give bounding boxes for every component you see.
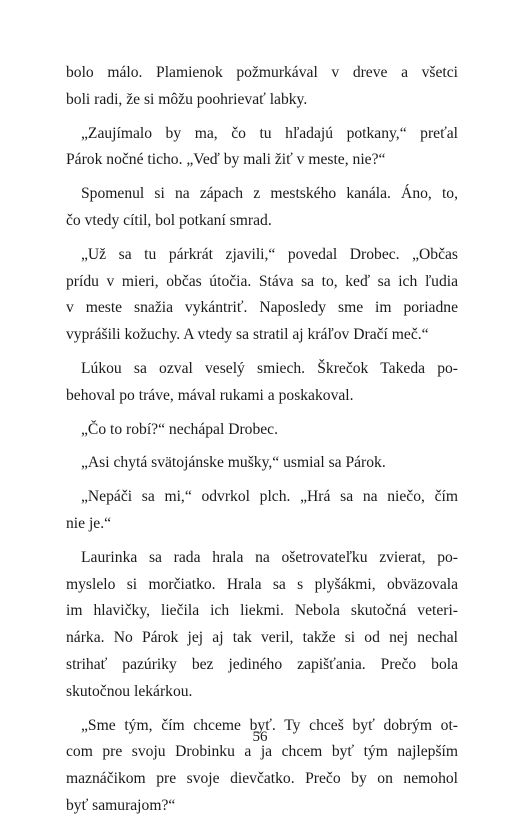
text-line: „Zaujímalo by ma, čo tu hľadajú potkany,“ preťal [81,124,458,142]
text-line: „Nepáči sa mi,“ odvrkol plch. „Hrá sa na niečo, čím [81,488,458,506]
text-line: com pre svoju Drobinku a ja chcem byť tým najlepším [66,743,458,761]
text-line: maznáčikom pre svoje dievčatko. Prečo by on nemohol [66,770,458,788]
text-line: behoval po tráve, mával rukami a poskakoval. [66,386,354,404]
text-line: vyprášili kožuchy. A vtedy sa stratil aj kráľov Dračí meč.“ [66,326,429,344]
text-line: nárka. No Párok jej aj tak veril, takže si od nej nechal [66,629,458,647]
paragraph [66,242,458,349]
body-text [66,60,458,820]
text-line: prídu v mieri, občas útočia. Stáva sa to, keď sa ich ľudia [66,272,458,290]
text-line: strihať pazúriky bez jediného zapišťania. Prečo bola [66,655,458,673]
paragraph [66,450,458,477]
text-line: Lúkou sa ozval veselý smiech. Škrečok Takeda po- [81,359,458,377]
paragraph [66,356,458,410]
paragraph [66,484,458,538]
paragraph [66,60,458,114]
text-line: im hlavičky, liečila ich liekmi. Nebola skutočná veteri- [66,602,458,620]
text-line: skutočnou lekárkou. [66,682,193,700]
paragraph [66,545,458,706]
text-line: v meste snažia vykántriť. Naposledy sme im poriadne [66,299,458,317]
paragraph [66,181,458,235]
text-line: nie je.“ [66,514,112,532]
text-line: Spomenul si na zápach z mestského kanála. Áno, to, [81,185,458,203]
text-line: boli radi, že si môžu poohrievať labky. [66,90,308,108]
text-line: Párok nočné ticho. „Veď by mali žiť v meste, nie?“ [66,151,386,169]
text-line: „Už sa tu párkrát zjavili,“ povedal Drobec. „Občas [81,245,458,263]
paragraph [66,417,458,444]
text-line: „Čo to robí?“ nechápal Drobec. [81,420,279,438]
page-number: 56 [252,729,268,745]
text-line: bolo málo. Plamienok požmurkával v dreve a všetci [66,64,458,81]
text-line: čo vtedy cítil, bol potkaní smrad. [66,211,272,229]
text-line: Laurinka sa rada hrala na ošetrovateľku zvierat, po- [81,548,458,566]
text-line: „Asi chytá svätojánske mušky,“ usmial sa Párok. [81,454,386,472]
text-line: byť samurajom?“ [66,796,176,814]
paragraph [66,121,458,175]
text-line: myslelo si morčiatko. Hrala sa s plyšákmi, obväzovala [66,575,458,593]
text-line: „Sme tým, čím chceme byť. Ty chceš byť dobrým ot- [81,716,458,734]
